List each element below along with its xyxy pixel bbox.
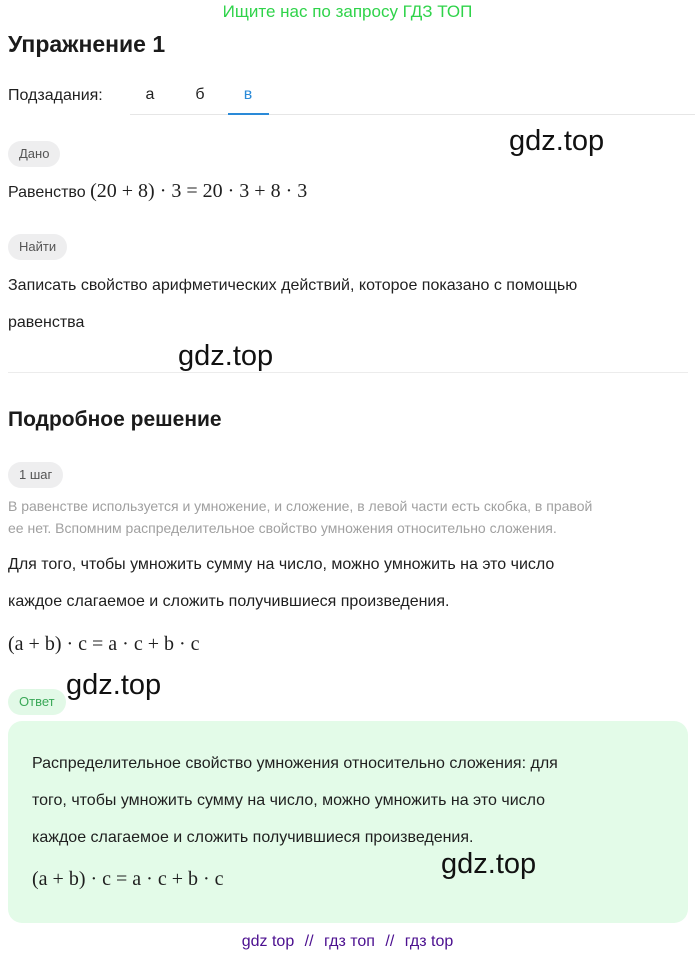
page-title: Упражнение 1 (8, 31, 166, 57)
section-divider (8, 372, 688, 373)
footer-link-gdz-top[interactable]: gdz top (241, 933, 295, 950)
step-badge: 1 шаг (8, 462, 63, 488)
hint-line-2: ее нет. Вспомним распределительное свойство умножения относительно сложения. (8, 520, 557, 536)
given-formula: (20 + 8) · 3 = 20 · 3 + 8 · 3 (90, 180, 308, 202)
find-line-2: равенства (8, 314, 85, 331)
find-line-1: Записать свойство арифметических действий, которое показано с помощью (8, 277, 578, 294)
footer-link-gdz-top-mixed[interactable]: гдз top (404, 933, 454, 950)
answer-line-1: Распределительное свойство умножения относительно сложения: для (32, 755, 558, 772)
footer-separator: // (385, 933, 395, 950)
watermark: gdz.top (441, 848, 537, 880)
given-badge: Дано (8, 141, 60, 167)
footer-separator: // (304, 933, 314, 950)
answer-badge: Ответ (8, 689, 66, 715)
tab-a[interactable]: а (145, 86, 155, 103)
rule-line-1: Для того, чтобы умножить сумму на число, можно умножить на это число (8, 556, 555, 573)
tab-v[interactable]: в (243, 86, 253, 103)
given-section (8, 141, 60, 167)
find-badge: Найти (8, 234, 67, 260)
hint-line-1: В равенстве используется и умножение, и сложение, в левой части есть скобка, в правой (8, 498, 593, 514)
answer-badge-wrap (8, 689, 66, 715)
answer-line-2: того, чтобы умножить сумму на число, можно умножить на это число (32, 792, 546, 809)
search-banner: Ищите нас по запросу ГДЗ ТОП (222, 2, 473, 21)
solution-title: Подробное решение (8, 408, 222, 431)
watermark: gdz.top (66, 669, 162, 701)
given-statement (8, 173, 307, 211)
watermark: gdz.top (509, 125, 605, 157)
answer-line-3: каждое слагаемое и сложить получившиеся произведения. (32, 829, 474, 846)
subtasks-label: Подзадания: (8, 87, 103, 104)
active-tab-indicator (228, 113, 269, 115)
find-section (8, 234, 67, 260)
watermark: gdz.top (178, 340, 274, 372)
solution-formula: (a + b) · c = a · c + b · c (8, 633, 200, 655)
footer-links (0, 933, 695, 951)
tab-b[interactable]: б (195, 86, 205, 103)
step-section (8, 462, 63, 488)
footer-link-gdz-top-ru[interactable]: гдз топ (324, 933, 375, 950)
rule-line-2: каждое слагаемое и сложить получившиеся произведения. (8, 593, 450, 610)
given-text: Равенство (8, 184, 86, 201)
answer-formula: (a + b) · c = a · c + b · c (32, 868, 224, 890)
tabs-divider (130, 114, 695, 115)
